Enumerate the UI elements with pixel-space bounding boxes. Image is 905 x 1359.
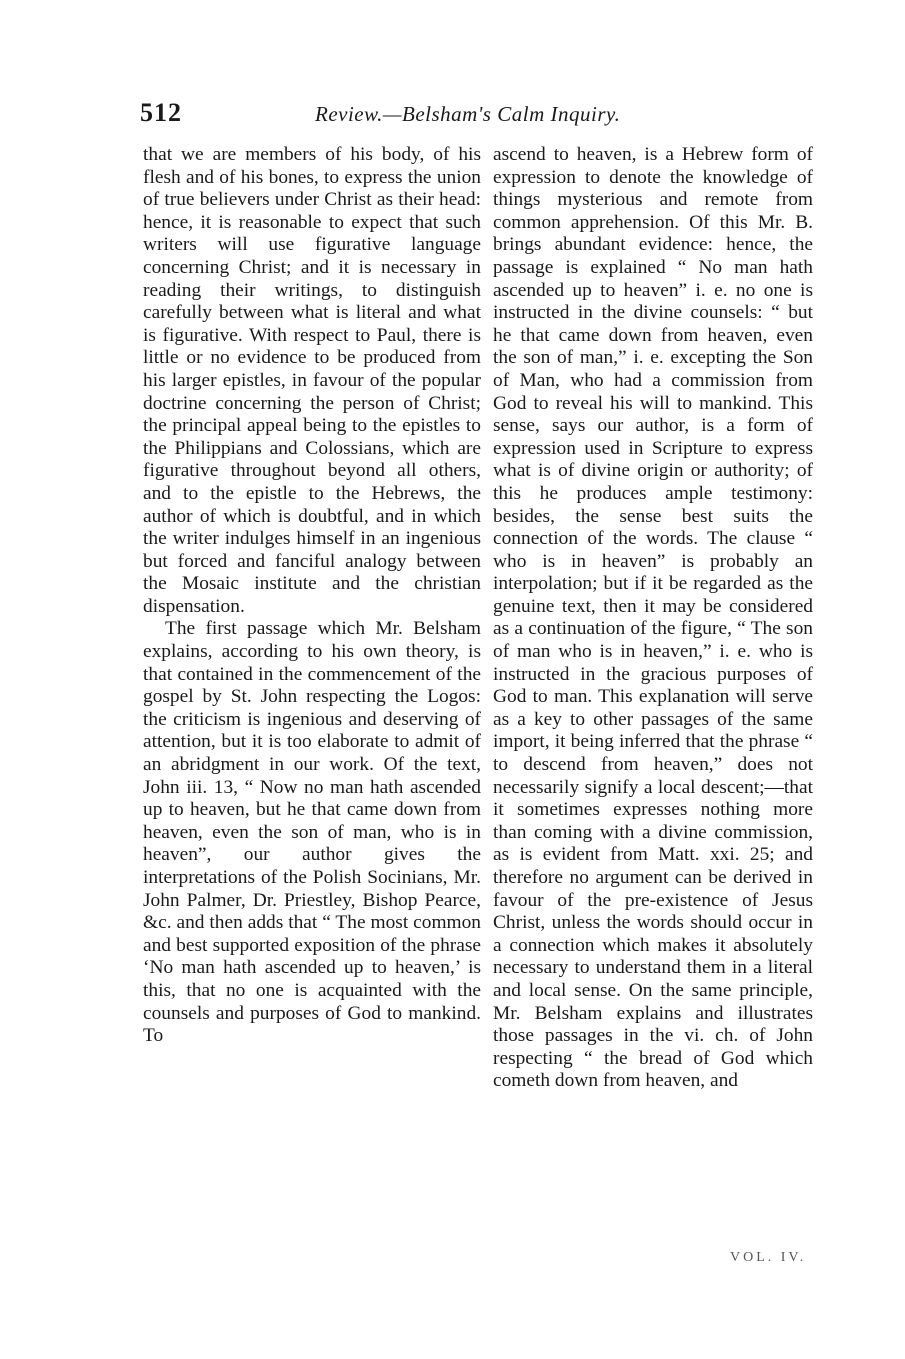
page-header [140, 98, 700, 138]
left-paragraph-1: that we are members of his body, of his flesh and of his bones, to express the union of true believers under Christ as their head: hence, it is reasonable to expect that such writers will use figurative language concerning Christ; and it is necessary in reading their writings, to distinguish carefully between what is literal and what is figurative. With respect to Paul, there is little or no evidence to be produced from his larger epistles, in favour of the popular doctrine concerning the person of Christ; the principal appeal being to the epistles to the Philippians and Colossians, which are figurative throughout beyond all others, and to the epistle to the Hebrews, the author of which is doubtful, and in which the writer indulges himself in an ingenious but forced and fanciful analogy between the Mosaic institute and the christian dispensation. [143, 144, 481, 617]
running-title: Review.—Belsham's Calm Inquiry. [315, 102, 621, 126]
right-paragraph-1: ascend to heaven, is a Hebrew form of expression to denote the knowledge of things mysterious and remote from common apprehension. Of this Mr. B. brings abundant evidence: hence, the passage is explained “ No man hath ascended up to heaven” i. e. no one is instructed in the divine counsels: “ but he that came down from heaven, even the son of man,” i. e. excepting the Son of Man, who had a commission from God to reveal his will to mankind. This sense, says our author, is a form of expression used in Scripture to express what is of divine origin or authority; of this he produces ample testimony: besides, the sense best suits the connection of the words. The clause “ who is in heaven” is probably an interpolation; but if it be regarded as the genuine text, then it may be considered as a continuation of the figure, “ The son of man who is in heaven,” i. e. who is instructed in the gracious purposes of God to man. This explanation will serve as a key to other passages of the same import, it being inferred that the phrase “ to descend from heaven,” does not necessarily signify a local descent;—that it sometimes expresses nothing more than coming with a divine commission, as is evident from Matt. xxi. 25; and therefore no argument can be derived in favour of the pre-existence of Jesus Christ, unless the words should occur in a connection which makes it absolutely necessary to understand them in a literal and local sense. On the same principle, Mr. Belsham explains and illustrates those passages in the vi. ch. of John respecting “ the bread of God which cometh down from heaven, and [493, 144, 813, 1092]
page-number: 512 [140, 98, 182, 127]
right-column [493, 144, 813, 1093]
left-paragraph-2: The first passage which Mr. Belsham explains, according to his own theory, is that contained in the commencement of the gospel by St. John respecting the Logos: the criticism is ingenious and deserving of attention, but it is too elaborate to admit of an abridgment in our work. Of the text, John iii. 13, “ Now no man hath ascended up to heaven, but he that came down from heaven, even the son of man, who is in heaven”, our author gives the interpretations of the Polish Socinians, Mr. John Palmer, Dr. Priestley, Bishop Pearce, &c. and then adds that “ The most common and best supported exposition of the phrase ‘No man hath ascended up to heaven,’ is this, that no one is acquainted with the counsels and purposes of God to mankind. To [143, 618, 481, 1047]
left-column [143, 144, 481, 1048]
signature-mark: VOL. IV. [730, 1250, 807, 1265]
